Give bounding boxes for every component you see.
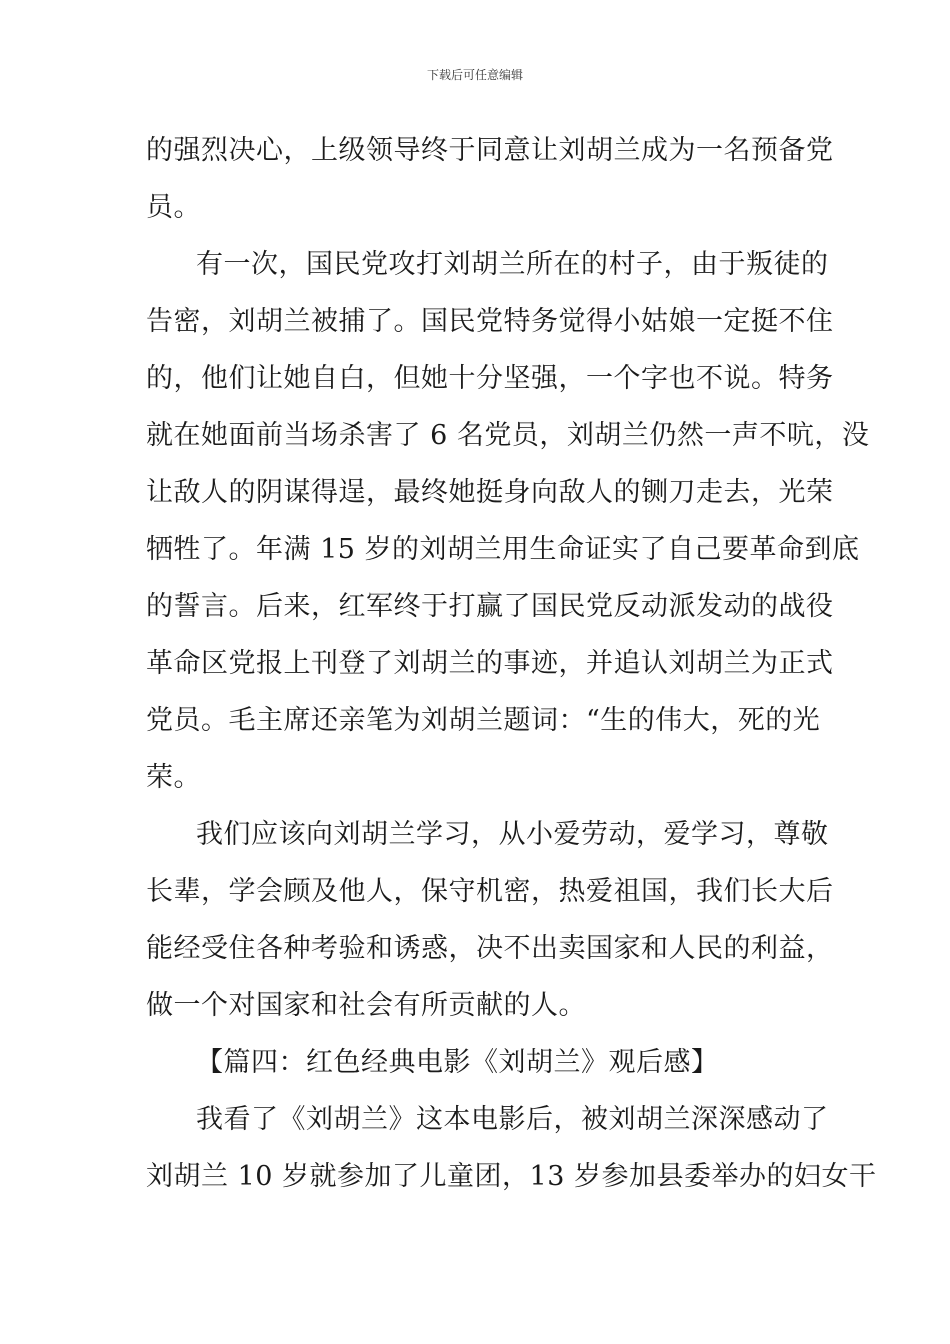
text-line-4: 告密，刘胡兰被捕了。国民党特务觉得小姑娘一定挺不住: [146, 306, 834, 337]
text-line-9: 的誓言。后来，红军终于打赢了国民党反动派发动的战役: [146, 591, 834, 622]
text-line-13: 我们应该向刘胡兰学习，从小爱劳动，爱学习，尊敬: [196, 819, 829, 850]
text-line-12: 荣。: [146, 762, 201, 793]
section-heading: 【篇四：红色经典电影《刘胡兰》观后感】: [196, 1047, 719, 1078]
text-line-8: 牺牲了。年满 15 岁的刘胡兰用生命证实了自己要革命到底: [146, 534, 860, 565]
text-line-7: 让敌人的阴谋得逞，最终她挺身向敌人的铡刀走去，光荣: [146, 477, 834, 508]
text-line-11: 党员。毛主席还亲笔为刘胡兰题词：“生的伟大，死的光: [146, 705, 821, 736]
text-line-19: 刘胡兰 10 岁就参加了儿童团，13 岁参加县委举办的妇女干: [146, 1161, 877, 1192]
text-line-15: 能经受住各种考验和诱惑，决不出卖国家和人民的利益，: [146, 933, 834, 964]
text-line-18: 我看了《刘胡兰》这本电影后，被刘胡兰深深感动了: [196, 1104, 829, 1135]
text-line-14: 长辈，学会顾及他人，保守机密，热爱祖国，我们长大后: [146, 876, 834, 907]
text-line-10: 革命区党报上刊登了刘胡兰的事迹，并追认刘胡兰为正式: [146, 648, 834, 679]
text-line-3: 有一次，国民党攻打刘胡兰所在的村子，由于叛徒的: [196, 249, 829, 280]
text-line-5: 的，他们让她自白，但她十分坚强，一个字也不说。特务: [146, 363, 834, 394]
text-line-1: 的强烈决心，上级领导终于同意让刘胡兰成为一名预备党: [146, 135, 834, 166]
text-line-6: 就在她面前当场杀害了 6 名党员，刘胡兰仍然一声不吭，没: [146, 420, 870, 451]
text-line-16: 做一个对国家和社会有所贡献的人。: [146, 990, 586, 1021]
text-line-2: 员。: [146, 192, 201, 223]
page-header: 下载后可任意编辑: [426, 68, 523, 82]
